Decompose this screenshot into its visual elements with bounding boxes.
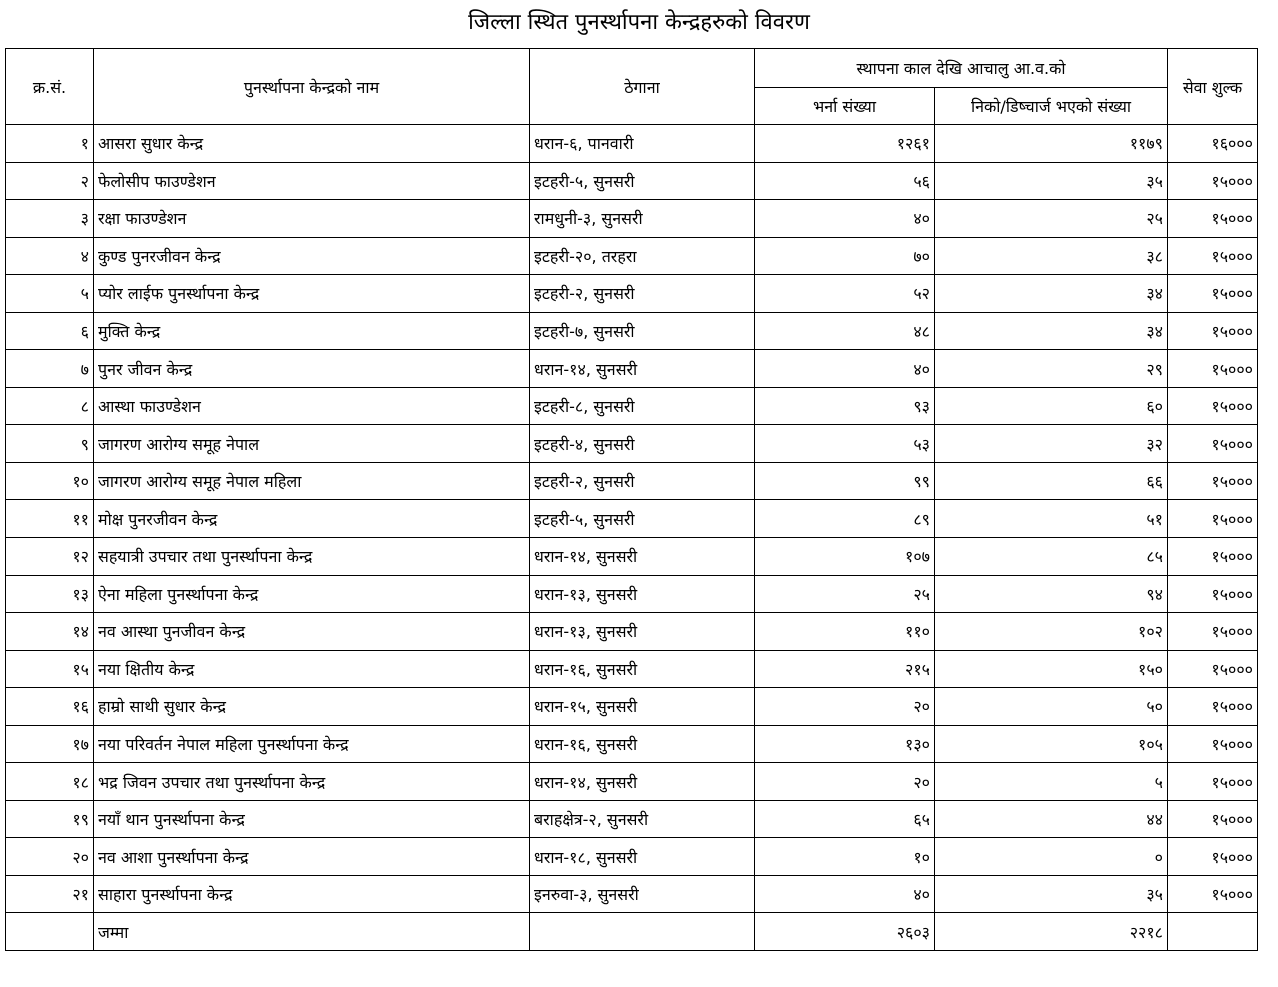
table-row xyxy=(6,162,1258,200)
table-row xyxy=(6,425,1258,463)
fee-cell: १५००० xyxy=(1168,875,1258,913)
table-row xyxy=(6,688,1258,726)
center-name-cell: भद्र जिवन उपचार तथा पुनर्स्थापना केन्द्र xyxy=(94,763,530,801)
serial-cell: ५ xyxy=(6,275,94,313)
discharged-cell: ३४ xyxy=(935,275,1168,313)
serial-cell: ६ xyxy=(6,312,94,350)
header-since-establishment: स्थापना काल देखि आचालु आ.व.को xyxy=(755,49,1168,88)
center-name-cell: रक्षा फाउण्डेशन xyxy=(94,200,530,238)
serial-cell: ९ xyxy=(6,425,94,463)
total-discharged: २२१८ xyxy=(935,913,1168,951)
address-cell: धरान-१६, सुनसरी xyxy=(530,650,755,688)
admitted-cell: १० xyxy=(755,838,935,876)
table-row xyxy=(6,350,1258,388)
serial-cell: १५ xyxy=(6,650,94,688)
center-name-cell: हाम्रो साथी सुधार केन्द्र xyxy=(94,688,530,726)
total-fee-cell xyxy=(1168,913,1258,951)
discharged-cell: ३५ xyxy=(935,875,1168,913)
address-cell: धरान-१४, सुनसरी xyxy=(530,350,755,388)
admitted-cell: ४८ xyxy=(755,312,935,350)
admitted-cell: १३० xyxy=(755,725,935,763)
admitted-cell: ४० xyxy=(755,875,935,913)
discharged-cell: १०५ xyxy=(935,725,1168,763)
fee-cell: १५००० xyxy=(1168,425,1258,463)
admitted-cell: ७० xyxy=(755,237,935,275)
discharged-cell: ४४ xyxy=(935,800,1168,838)
header-service-fee: सेवा शुल्क xyxy=(1168,49,1258,125)
center-name-cell: कुण्ड पुनरजीवन केन्द्र xyxy=(94,237,530,275)
center-name-cell: नया क्षितीय केन्द्र xyxy=(94,650,530,688)
serial-cell: १८ xyxy=(6,763,94,801)
center-name-cell: नव आशा पुनर्स्थापना केन्द्र xyxy=(94,838,530,876)
address-cell: धरान-१३, सुनसरी xyxy=(530,575,755,613)
discharged-cell: ० xyxy=(935,838,1168,876)
address-cell: इटहरी-२, सुनसरी xyxy=(530,462,755,500)
table-row xyxy=(6,875,1258,913)
discharged-cell: ११७९ xyxy=(935,125,1168,163)
address-cell: धरान-१५, सुनसरी xyxy=(530,688,755,726)
table-row xyxy=(6,763,1258,801)
table-row xyxy=(6,387,1258,425)
table-row xyxy=(6,462,1258,500)
serial-cell: १९ xyxy=(6,800,94,838)
address-cell: इटहरी-५, सुनसरी xyxy=(530,162,755,200)
serial-cell: ३ xyxy=(6,200,94,238)
table-row xyxy=(6,725,1258,763)
serial-cell: १२ xyxy=(6,538,94,576)
address-cell: धरान-१४, सुनसरी xyxy=(530,538,755,576)
fee-cell: १५००० xyxy=(1168,162,1258,200)
discharged-cell: २९ xyxy=(935,350,1168,388)
serial-cell: १३ xyxy=(6,575,94,613)
fee-cell: १५००० xyxy=(1168,613,1258,651)
center-name-cell: जागरण आरोग्य समूह नेपाल xyxy=(94,425,530,463)
address-cell: धरान-१३, सुनसरी xyxy=(530,613,755,651)
serial-cell: १६ xyxy=(6,688,94,726)
fee-cell: १५००० xyxy=(1168,800,1258,838)
table-row xyxy=(6,650,1258,688)
center-name-cell: मुक्ति केन्द्र xyxy=(94,312,530,350)
address-cell: इटहरी-२०, तरहरा xyxy=(530,237,755,275)
discharged-cell: ८५ xyxy=(935,538,1168,576)
discharged-cell: २५ xyxy=(935,200,1168,238)
center-name-cell: आसरा सुधार केन्द्र xyxy=(94,125,530,163)
admitted-cell: ९९ xyxy=(755,462,935,500)
discharged-cell: ६० xyxy=(935,387,1168,425)
admitted-cell: २५ xyxy=(755,575,935,613)
serial-cell: २ xyxy=(6,162,94,200)
fee-cell: १५००० xyxy=(1168,650,1258,688)
fee-cell: १५००० xyxy=(1168,763,1258,801)
address-cell: बराहक्षेत्र-२, सुनसरी xyxy=(530,800,755,838)
center-name-cell: नया परिवर्तन नेपाल महिला पुनर्स्थापना केन्द्र xyxy=(94,725,530,763)
table-row xyxy=(6,800,1258,838)
serial-cell: १४ xyxy=(6,613,94,651)
address-cell: धरान-६, पानवारी xyxy=(530,125,755,163)
admitted-cell: १२६१ xyxy=(755,125,935,163)
serial-cell: ७ xyxy=(6,350,94,388)
header-serial: क्र.सं. xyxy=(6,49,94,125)
table-body xyxy=(6,125,1258,951)
table-row xyxy=(6,125,1258,163)
center-name-cell: प्योर लाईफ पुनर्स्थापना केन्द्र xyxy=(94,275,530,313)
discharged-cell: ५० xyxy=(935,688,1168,726)
fee-cell: १६००० xyxy=(1168,125,1258,163)
table-row xyxy=(6,838,1258,876)
page-title: जिल्ला स्थित पुनर्स्थापना केन्द्रहरुको विवरण xyxy=(468,10,810,35)
rehab-centers-table xyxy=(5,48,1258,951)
discharged-cell: ५१ xyxy=(935,500,1168,538)
fee-cell: १५००० xyxy=(1168,200,1258,238)
address-cell: इटहरी-४, सुनसरी xyxy=(530,425,755,463)
discharged-cell: ३४ xyxy=(935,312,1168,350)
address-cell: इटहरी-८, सुनसरी xyxy=(530,387,755,425)
admitted-cell: ६५ xyxy=(755,800,935,838)
serial-cell: ८ xyxy=(6,387,94,425)
total-admitted: २६०३ xyxy=(755,913,935,951)
total-serial-cell xyxy=(6,913,94,951)
center-name-cell: सहयात्री उपचार तथा पुनर्स्थापना केन्द्र xyxy=(94,538,530,576)
center-name-cell: फेलोसीप फाउण्डेशन xyxy=(94,162,530,200)
serial-cell: २० xyxy=(6,838,94,876)
address-cell: इटहरी-५, सुनसरी xyxy=(530,500,755,538)
fee-cell: १५००० xyxy=(1168,688,1258,726)
table-row xyxy=(6,613,1258,651)
center-name-cell: आस्था फाउण्डेशन xyxy=(94,387,530,425)
center-name-cell: जागरण आरोग्य समूह नेपाल महिला xyxy=(94,462,530,500)
total-address-cell xyxy=(530,913,755,951)
fee-cell: १५००० xyxy=(1168,387,1258,425)
admitted-cell: २० xyxy=(755,688,935,726)
table-row xyxy=(6,200,1258,238)
fee-cell: १५००० xyxy=(1168,725,1258,763)
fee-cell: १५००० xyxy=(1168,575,1258,613)
center-name-cell: नव आस्था पुनजीवन केन्द्र xyxy=(94,613,530,651)
discharged-cell: १०२ xyxy=(935,613,1168,651)
admitted-cell: ५३ xyxy=(755,425,935,463)
fee-cell: १५००० xyxy=(1168,312,1258,350)
header-center-name: पुनर्स्थापना केन्द्रको नाम xyxy=(94,49,530,125)
discharged-cell: ३८ xyxy=(935,237,1168,275)
fee-cell: १५००० xyxy=(1168,462,1258,500)
header-admitted: भर्ना संख्या xyxy=(755,88,935,125)
table-row xyxy=(6,500,1258,538)
admitted-cell: ५२ xyxy=(755,275,935,313)
table-row xyxy=(6,538,1258,576)
table-row xyxy=(6,575,1258,613)
admitted-cell: ८९ xyxy=(755,500,935,538)
discharged-cell: ५ xyxy=(935,763,1168,801)
table-row xyxy=(6,237,1258,275)
center-name-cell: ऐना महिला पुनर्स्थापना केन्द्र xyxy=(94,575,530,613)
admitted-cell: २१५ xyxy=(755,650,935,688)
address-cell: धरान-१४, सुनसरी xyxy=(530,763,755,801)
fee-cell: १५००० xyxy=(1168,237,1258,275)
center-name-cell: साहारा पुनर्स्थापना केन्द्र xyxy=(94,875,530,913)
address-cell: धरान-१६, सुनसरी xyxy=(530,725,755,763)
fee-cell: १५००० xyxy=(1168,275,1258,313)
discharged-cell: ९४ xyxy=(935,575,1168,613)
admitted-cell: ५६ xyxy=(755,162,935,200)
center-name-cell: नयाँ थान पुनर्स्थापना केन्द्र xyxy=(94,800,530,838)
serial-cell: ४ xyxy=(6,237,94,275)
fee-cell: १५००० xyxy=(1168,538,1258,576)
admitted-cell: ४० xyxy=(755,200,935,238)
header-discharged: निको/डिष्चार्ज भएको संख्या xyxy=(935,88,1168,125)
total-label: जम्मा xyxy=(94,913,530,951)
fee-cell: १५००० xyxy=(1168,500,1258,538)
address-cell: इटहरी-७, सुनसरी xyxy=(530,312,755,350)
address-cell: इनरुवा-३, सुनसरी xyxy=(530,875,755,913)
header-address: ठेगाना xyxy=(530,49,755,125)
discharged-cell: १५० xyxy=(935,650,1168,688)
fee-cell: १५००० xyxy=(1168,350,1258,388)
table-row xyxy=(6,312,1258,350)
admitted-cell: ११० xyxy=(755,613,935,651)
admitted-cell: ९३ xyxy=(755,387,935,425)
address-cell: इटहरी-२, सुनसरी xyxy=(530,275,755,313)
discharged-cell: ६६ xyxy=(935,462,1168,500)
serial-cell: १७ xyxy=(6,725,94,763)
total-row xyxy=(6,913,1258,951)
discharged-cell: ३२ xyxy=(935,425,1168,463)
center-name-cell: मोक्ष पुनरजीवन केन्द्र xyxy=(94,500,530,538)
serial-cell: १० xyxy=(6,462,94,500)
discharged-cell: ३५ xyxy=(935,162,1168,200)
admitted-cell: १०७ xyxy=(755,538,935,576)
fee-cell: १५००० xyxy=(1168,838,1258,876)
table-row xyxy=(6,275,1258,313)
serial-cell: ११ xyxy=(6,500,94,538)
admitted-cell: ४० xyxy=(755,350,935,388)
center-name-cell: पुनर जीवन केन्द्र xyxy=(94,350,530,388)
serial-cell: १ xyxy=(6,125,94,163)
admitted-cell: २० xyxy=(755,763,935,801)
serial-cell: २१ xyxy=(6,875,94,913)
header-row xyxy=(6,49,1258,88)
address-cell: धरान-१८, सुनसरी xyxy=(530,838,755,876)
address-cell: रामधुनी-३, सुनसरी xyxy=(530,200,755,238)
